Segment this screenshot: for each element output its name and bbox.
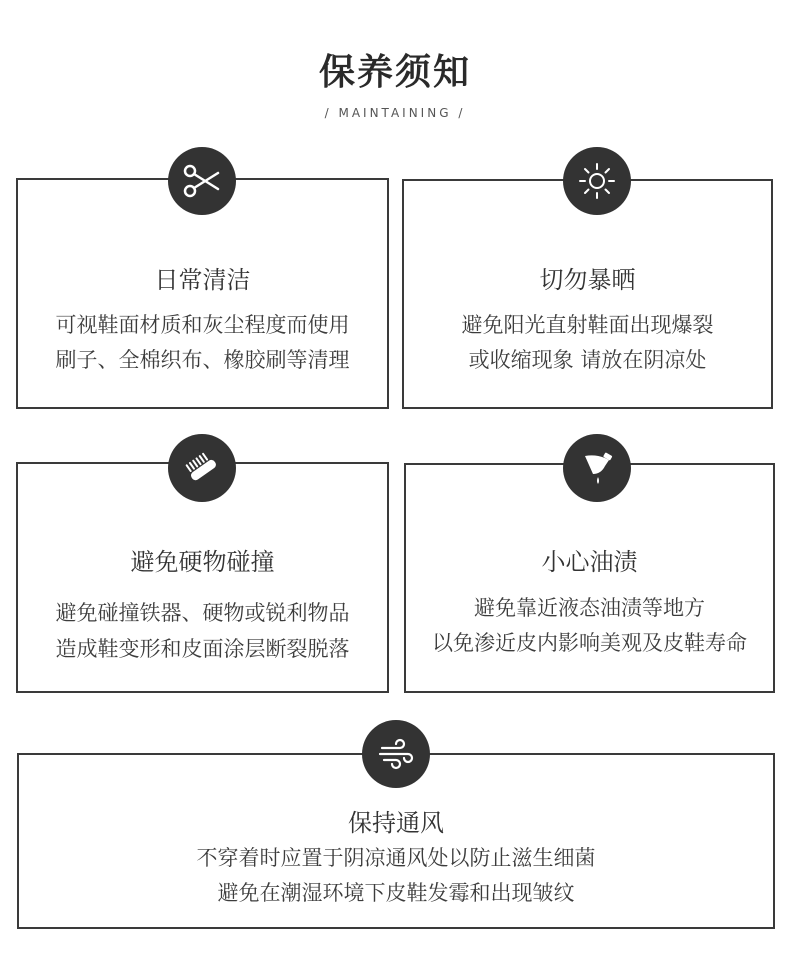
card-text-line: 刷子、全棉织布、橡胶刷等清理 <box>55 348 350 372</box>
card-title: 切勿暴晒 <box>539 266 636 294</box>
card-text-line: 可视鞋面材质和灰尘程度而使用 <box>55 313 350 337</box>
card-title: 小心油渍 <box>541 548 638 576</box>
sun-icon <box>563 147 631 215</box>
scissors-icon <box>168 147 236 215</box>
card-text-line: 避免在潮湿环境下皮鞋发霉和出现皱纹 <box>217 881 575 905</box>
brush-icon <box>168 434 236 502</box>
page-subtitle: / MAINTAINING / <box>324 106 466 120</box>
card-text-line: 避免靠近液态油渍等地方 <box>474 596 705 620</box>
wind-icon <box>362 720 430 788</box>
card-title: 日常清洁 <box>154 266 251 294</box>
oil-drop-icon <box>563 434 631 502</box>
card-title: 避免硬物碰撞 <box>130 548 275 576</box>
page-title: 保养须知 <box>318 52 471 93</box>
card-text-line: 造成鞋变形和皮面涂层断裂脱落 <box>55 637 350 661</box>
card-text-line: 避免阳光直射鞋面出现爆裂 <box>461 313 714 337</box>
card-text-line: 或收缩现象 请放在阴凉处 <box>468 348 707 372</box>
card-text-line: 以免渗近皮内影响美观及皮鞋寿命 <box>432 631 747 655</box>
card-title: 保持通风 <box>348 809 444 837</box>
card-text-line: 避免碰撞铁器、硬物或锐利物品 <box>55 601 350 625</box>
card-text-line: 不穿着时应置于阴凉通风处以防止滋生细菌 <box>196 846 596 870</box>
